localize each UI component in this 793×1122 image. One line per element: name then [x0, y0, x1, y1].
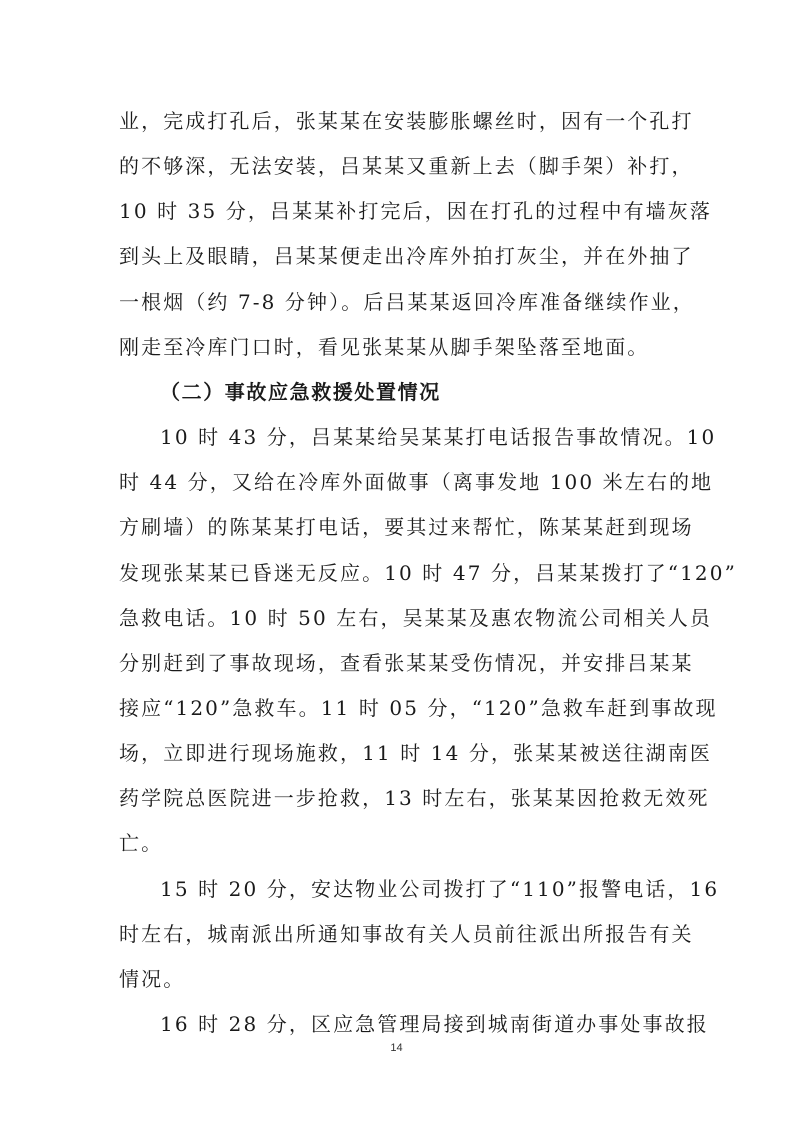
text-line: 业，完成打孔后，张某某在安装膨胀螺丝时，因有一个孔打	[119, 109, 694, 133]
text-line: 10 时 43 分，吕某某给吴某某打电话报告事故情况。10	[160, 425, 717, 449]
text-line: 场，立即进行现场施救，11 时 14 分，张某某被送往湖南医	[119, 741, 712, 765]
text-line: 的不够深，无法安装，吕某某又重新上去（脚手架）补打，	[119, 154, 694, 178]
page-number: 14	[390, 1042, 403, 1054]
text-line: 亡。	[119, 831, 164, 855]
text-line: 发现张某某已昏迷无反应。10 时 47 分，吕某某拨打了“120”	[119, 561, 737, 585]
text-line: 刚走至冷库门口时，看见张某某从脚手架坠落至地面。	[119, 335, 650, 359]
text-line: 方刷墙）的陈某某打电话，要其过来帮忙，陈某某赶到现场	[119, 515, 694, 539]
section-heading: （二）事故应急救援处置情况	[160, 380, 441, 404]
text-line: 时左右，城南派出所通知事故有关人员前往派出所报告有关	[119, 922, 694, 946]
text-line: 药学院总医院进一步抢救，13 时左右，张某某因抢救无效死	[119, 786, 710, 810]
text-line: 时 44 分，又给在冷库外面做事（离事发地 100 米左右的地	[119, 470, 714, 494]
text-line: 10 时 35 分，吕某某补打完后，因在打孔的过程中有墙灰落	[119, 199, 712, 223]
text-line: 急救电话。10 时 50 左右，吴某某及惠农物流公司相关人员	[119, 606, 712, 630]
text-line: 接应“120”急救车。11 时 05 分，“120”急救车赶到事故现	[119, 696, 718, 720]
text-line: 分别赶到了事故现场，查看张某某受伤情况，并安排吕某某	[119, 651, 694, 675]
text-line: 情况。	[119, 967, 186, 991]
text-line: 16 时 28 分，区应急管理局接到城南街道办事处事故报	[160, 1012, 709, 1036]
text-line: 15 时 20 分，安达物业公司拨打了“110”报警电话，16	[160, 877, 720, 901]
text-line: 一根烟（约 7-8 分钟）。后吕某某返回冷库准备继续作业，	[119, 290, 695, 314]
text-line: 到头上及眼睛，吕某某便走出冷库外拍打灰尘，并在外抽了	[119, 244, 694, 268]
